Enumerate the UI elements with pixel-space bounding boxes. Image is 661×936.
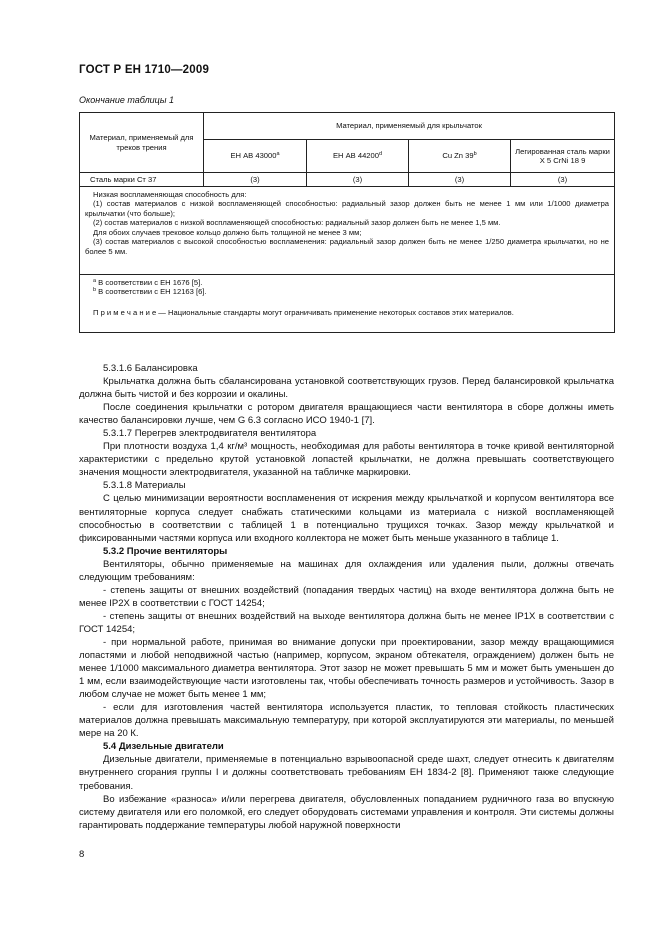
note-line: (3) состав материалов с высокой способностью воспламенения: радиальный зазор должен быть не менее 1/250 диаметра крыльчатки, но не более 5 мм.: [85, 237, 610, 256]
row-header-cell: Материал, применяемый для треков трения: [80, 113, 204, 173]
paragraph: После соединения крыльчатки с ротором двигателя вращающиеся части вентилятора в сборе должны иметь качество балансировки лучше, чем G 6.3 согласно ИСО 1940-1 [7].: [79, 402, 614, 427]
table-row: [80, 173, 615, 187]
page-number: 8: [79, 849, 85, 860]
section-heading: 5.3.1.7 Перегрев электродвигателя вентилятора: [103, 428, 317, 440]
footnote: $^a$ В соответствии с ЕН 1676 [5].: [93, 278, 203, 287]
row-label: Сталь марки Ст 37: [80, 173, 204, 187]
column-header: ЕН АВ 44200$^d$: [307, 140, 409, 173]
paragraph: Крыльчатка должна быть сбалансирована установкой соответствующих грузов. Перед балансировкой крыльчатка должна быть чистой и без коррозии и окалины.: [79, 376, 614, 401]
section-heading: 5.3.1.8 Материалы: [103, 480, 186, 492]
list-item: - степень защиты от внешних воздействий на выходе вентилятора должна быть не менее IP1X в соответствии с ГОСТ 14254;: [79, 610, 614, 635]
paragraph: При плотности воздуха 1,4 кг/м³ мощность, необходимая для работы вентилятора в точке кривой вентиляторной характеристики с предельно крутой установкой лопастей крыльчатки, не должна превышать соответствующего значения мощности электродвигателя, указанной на табличке маркировки.: [79, 441, 614, 479]
table-cell: (3): [204, 173, 307, 187]
column-group-header: Материал, применяемый для крыльчаток: [204, 113, 615, 140]
table-caption: Окончание таблицы 1: [79, 95, 174, 105]
document-header: ГОСТ Р ЕН 1710—2009: [79, 64, 210, 76]
section-heading: 5.3.1.6 Балансировка: [103, 363, 198, 374]
table-cell: (3): [307, 173, 409, 187]
footnote: $^b$ В соответствии с ЕН 12163 [6].: [93, 287, 207, 297]
table-remark: П р и м е ч а н и е — Национальные стандарты могут ограничивать применение некоторых составов этих материалов.: [93, 307, 514, 317]
paragraph: С целью минимизации вероятности воспламенения от искрения между крыльчаткой и корпусом вентилятора все вентиляторные корпуса следует снабжать статическими кольцами из материала с низкой воспламеняющей способностью в соответствии с таблицей 1 в потенциально трущихся точках. Зазор между крыльчаткой и фиксированными частями корпуса или входного коллектора не может быть меньше указанного в таблице 1.: [79, 493, 614, 544]
paragraph: Вентиляторы, обычно применяемые на машинах для охлаждения или удаления пыли, должны отвечать следующим требованиям:: [79, 558, 614, 583]
note-line: (2) состав материалов с низкой воспламеняющей способностью: радиальный зазор должен быть не менее 1,5 мм.: [93, 218, 501, 228]
column-header: Легированная сталь марки Х 5 CrNi 18 9: [511, 140, 615, 173]
materials-table: [79, 112, 615, 333]
table-cell: (3): [409, 173, 511, 187]
table-notes: [80, 187, 615, 275]
body-text: [79, 362, 614, 832]
paragraph: Во избежание «разноса» и/или перегрева двигателя, обусловленных попаданием рудничного газа во впускную систему двигателя или его поломкой, его следует оборудовать системами управления и контроля. Эти системы должны гарантировать поддержание температуры любой наружной поверхности: [79, 793, 614, 831]
paragraph: Дизельные двигатели, применяемые в потенциально взрывоопасной среде шахт, следует отнесить к двигателям внутреннего сгорания группы I и должны соответствовать требованиям ЕН 1834-2 [8]. Применяют также следующие требования.: [79, 754, 614, 792]
table-cell: (3): [511, 173, 615, 187]
note-line: (1) состав материалов с низкой воспламеняющей способностью: радиальный зазор должен быть не менее 1 мм или 1/1000 диаметра крыльчатки (что больше);: [85, 199, 610, 218]
list-item: - степень защиты от внешних воздействий (попадания твердых частиц) на входе вентилятора должна быть не менее IP2X в соответствии с ГОСТ 14254;: [79, 584, 614, 609]
column-header: ЕН АВ 43000$^a$: [204, 140, 307, 173]
note-line: Для обоих случаев трековое кольцо должно быть толщиной не менее 3 мм;: [93, 227, 362, 237]
table-footnotes: [80, 275, 615, 333]
list-item: - при нормальной работе, принимая во внимание допуски при проектировании, зазор между вращающимися лопастями и любой неподвижной частью (например, корпусом, экраном обтекателя, ограждением) должен быть не менее 1/1000 максимального диаметра вентилятора. Этот зазор не может превышать 5 мм и может быть уменьшен до 1 мм, если взаимодействующие части изготовлены так, чтобы обеспечивать точность размеров и устойчивость. Зазор в любом случае не может быть менее 1 мм;: [79, 636, 614, 701]
list-item: - если для изготовления частей вентилятора используется пластик, то тепловая стойкость пластических материалов должна превышать максимальную температуру, при которой эксплуатируются эти материалы, по меньшей мере на 20 К.: [79, 702, 614, 740]
section-heading: 5.3.2 Прочие вентиляторы: [103, 545, 228, 557]
column-header: Cu Zn 39$^b$: [409, 140, 511, 173]
note-line: Низкая воспламеняющая способность для:: [93, 190, 247, 199]
section-heading: 5.4 Дизельные двигатели: [103, 741, 224, 753]
